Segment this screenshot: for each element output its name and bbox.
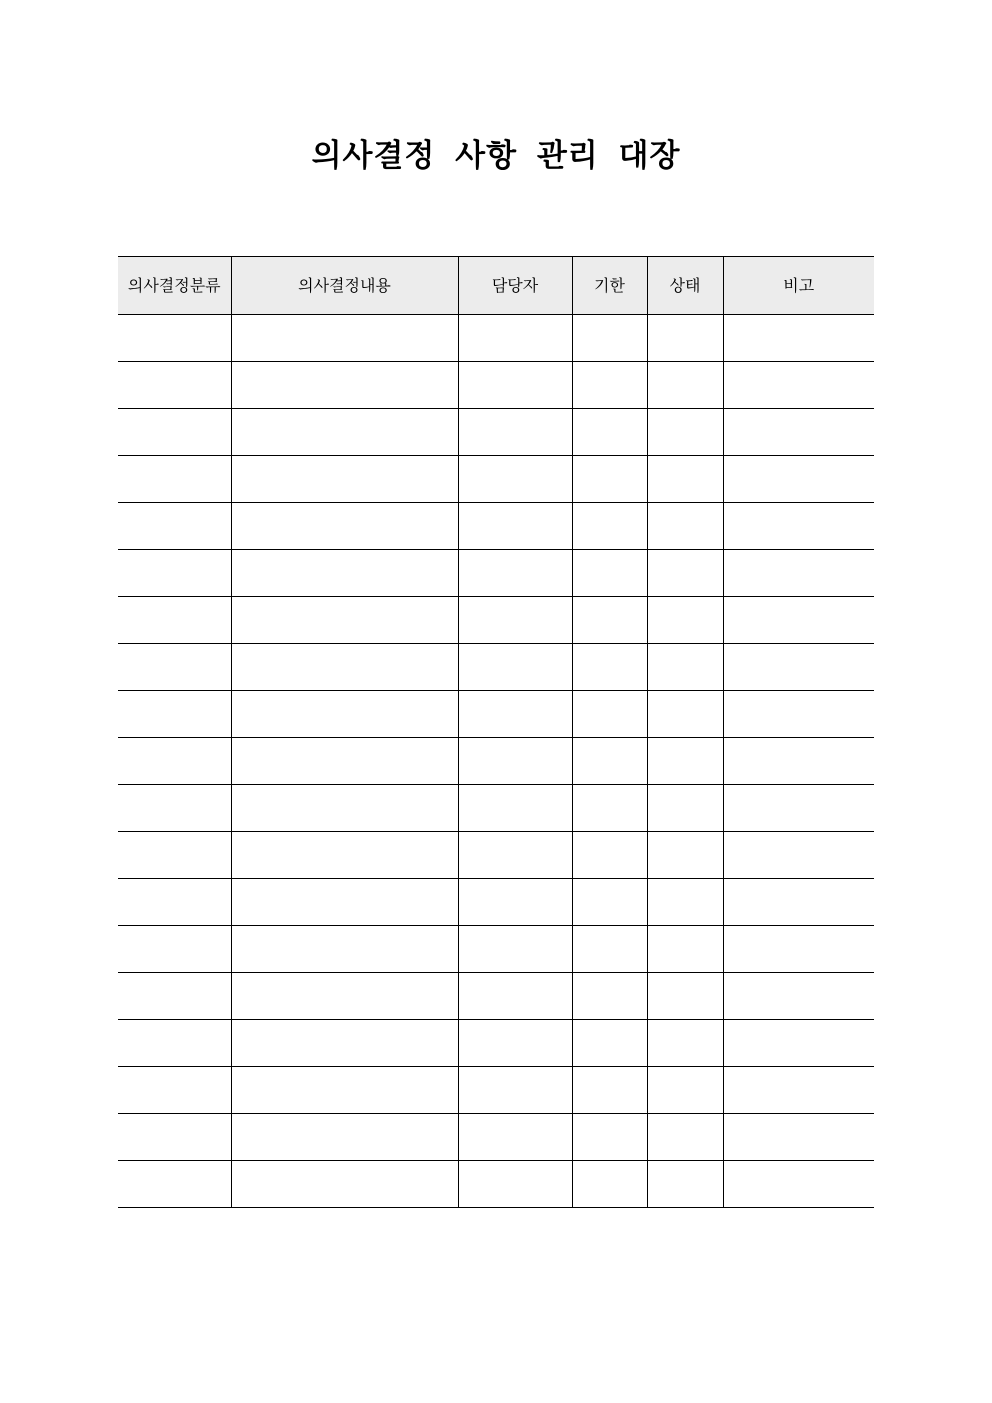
cell-content[interactable] xyxy=(231,879,458,926)
cell-deadline[interactable] xyxy=(572,503,647,550)
page-title: 의사결정 사항 관리 대장 xyxy=(311,138,681,174)
cell-category[interactable] xyxy=(118,409,231,456)
table-row xyxy=(118,1067,874,1114)
cell-deadline[interactable] xyxy=(572,1161,647,1208)
cell-content[interactable] xyxy=(231,1020,458,1067)
cell-category[interactable] xyxy=(118,1020,231,1067)
table-row xyxy=(118,456,874,503)
cell-category[interactable] xyxy=(118,644,231,691)
cell-status[interactable] xyxy=(647,409,723,456)
cell-owner[interactable] xyxy=(458,1114,572,1161)
cell-status[interactable] xyxy=(647,926,723,973)
cell-owner[interactable] xyxy=(458,644,572,691)
cell-deadline[interactable] xyxy=(572,785,647,832)
cell-category[interactable] xyxy=(118,1114,231,1161)
table-row xyxy=(118,409,874,456)
cell-owner[interactable] xyxy=(458,315,572,362)
header-content: 의사결정내용 xyxy=(231,257,458,315)
cell-owner[interactable] xyxy=(458,409,572,456)
cell-category[interactable] xyxy=(118,973,231,1020)
table-row xyxy=(118,785,874,832)
cell-deadline[interactable] xyxy=(572,597,647,644)
cell-deadline[interactable] xyxy=(572,315,647,362)
cell-owner[interactable] xyxy=(458,879,572,926)
cell-owner[interactable] xyxy=(458,832,572,879)
cell-status[interactable] xyxy=(647,738,723,785)
cell-status[interactable] xyxy=(647,597,723,644)
table-row xyxy=(118,644,874,691)
cell-deadline[interactable] xyxy=(572,550,647,597)
cell-deadline[interactable] xyxy=(572,879,647,926)
cell-content[interactable] xyxy=(231,1161,458,1208)
table-row xyxy=(118,1020,874,1067)
cell-category[interactable] xyxy=(118,362,231,409)
cell-deadline[interactable] xyxy=(572,362,647,409)
cell-content[interactable] xyxy=(231,1067,458,1114)
cell-content[interactable] xyxy=(231,973,458,1020)
cell-deadline[interactable] xyxy=(572,973,647,1020)
header-category: 의사결정분류 xyxy=(118,257,231,315)
cell-status[interactable] xyxy=(647,456,723,503)
table-row xyxy=(118,315,874,362)
cell-status[interactable] xyxy=(647,362,723,409)
cell-remarks[interactable] xyxy=(723,456,874,503)
decision-ledger-table xyxy=(118,256,874,1208)
cell-owner[interactable] xyxy=(458,1161,572,1208)
cell-deadline[interactable] xyxy=(572,1020,647,1067)
cell-content[interactable] xyxy=(231,315,458,362)
cell-category[interactable] xyxy=(118,832,231,879)
cell-remarks[interactable] xyxy=(723,503,874,550)
table-row xyxy=(118,503,874,550)
cell-status[interactable] xyxy=(647,644,723,691)
cell-owner[interactable] xyxy=(458,738,572,785)
table-row xyxy=(118,1161,874,1208)
cell-status[interactable] xyxy=(647,315,723,362)
cell-deadline[interactable] xyxy=(572,738,647,785)
cell-content[interactable] xyxy=(231,362,458,409)
cell-remarks[interactable] xyxy=(723,785,874,832)
cell-deadline[interactable] xyxy=(572,409,647,456)
cell-status[interactable] xyxy=(647,691,723,738)
cell-content[interactable] xyxy=(231,456,458,503)
cell-owner[interactable] xyxy=(458,597,572,644)
cell-owner[interactable] xyxy=(458,973,572,1020)
cell-status[interactable] xyxy=(647,785,723,832)
cell-status[interactable] xyxy=(647,879,723,926)
cell-remarks[interactable] xyxy=(723,1161,874,1208)
cell-content[interactable] xyxy=(231,550,458,597)
cell-owner[interactable] xyxy=(458,550,572,597)
cell-owner[interactable] xyxy=(458,926,572,973)
cell-deadline[interactable] xyxy=(572,644,647,691)
cell-content[interactable] xyxy=(231,738,458,785)
cell-category[interactable] xyxy=(118,503,231,550)
cell-content[interactable] xyxy=(231,785,458,832)
cell-content[interactable] xyxy=(231,409,458,456)
header-owner: 담당자 xyxy=(458,257,572,315)
cell-deadline[interactable] xyxy=(572,691,647,738)
cell-remarks[interactable] xyxy=(723,691,874,738)
cell-status[interactable] xyxy=(647,550,723,597)
cell-owner[interactable] xyxy=(458,785,572,832)
cell-remarks[interactable] xyxy=(723,926,874,973)
cell-deadline[interactable] xyxy=(572,926,647,973)
cell-category[interactable] xyxy=(118,879,231,926)
table-row xyxy=(118,973,874,1020)
cell-content[interactable] xyxy=(231,597,458,644)
cell-status[interactable] xyxy=(647,1114,723,1161)
cell-owner[interactable] xyxy=(458,503,572,550)
cell-category[interactable] xyxy=(118,315,231,362)
cell-category[interactable] xyxy=(118,597,231,644)
cell-deadline[interactable] xyxy=(572,1114,647,1161)
header-deadline: 기한 xyxy=(572,257,647,315)
table-header-row xyxy=(118,257,874,315)
table-row xyxy=(118,550,874,597)
cell-remarks[interactable] xyxy=(723,315,874,362)
cell-owner[interactable] xyxy=(458,456,572,503)
cell-remarks[interactable] xyxy=(723,409,874,456)
table-row xyxy=(118,738,874,785)
cell-remarks[interactable] xyxy=(723,1114,874,1161)
table-row xyxy=(118,879,874,926)
table-row xyxy=(118,926,874,973)
cell-remarks[interactable] xyxy=(723,550,874,597)
cell-status[interactable] xyxy=(647,1067,723,1114)
header-status: 상태 xyxy=(647,257,723,315)
cell-status[interactable] xyxy=(647,832,723,879)
cell-content[interactable] xyxy=(231,832,458,879)
cell-category[interactable] xyxy=(118,1161,231,1208)
cell-category[interactable] xyxy=(118,785,231,832)
cell-status[interactable] xyxy=(647,973,723,1020)
cell-status[interactable] xyxy=(647,503,723,550)
cell-category[interactable] xyxy=(118,738,231,785)
cell-remarks[interactable] xyxy=(723,597,874,644)
table-row xyxy=(118,1114,874,1161)
cell-owner[interactable] xyxy=(458,1067,572,1114)
cell-category[interactable] xyxy=(118,691,231,738)
table-row xyxy=(118,691,874,738)
table-row xyxy=(118,597,874,644)
header-remarks: 비고 xyxy=(723,257,874,315)
cell-status[interactable] xyxy=(647,1020,723,1067)
cell-remarks[interactable] xyxy=(723,1020,874,1067)
cell-content[interactable] xyxy=(231,926,458,973)
cell-deadline[interactable] xyxy=(572,456,647,503)
cell-category[interactable] xyxy=(118,1067,231,1114)
cell-remarks[interactable] xyxy=(723,362,874,409)
cell-remarks[interactable] xyxy=(723,1067,874,1114)
table-body xyxy=(118,315,874,1208)
cell-remarks[interactable] xyxy=(723,738,874,785)
cell-content[interactable] xyxy=(231,1114,458,1161)
cell-content[interactable] xyxy=(231,644,458,691)
cell-remarks[interactable] xyxy=(723,644,874,691)
cell-deadline[interactable] xyxy=(572,1067,647,1114)
cell-owner[interactable] xyxy=(458,691,572,738)
cell-category[interactable] xyxy=(118,456,231,503)
cell-remarks[interactable] xyxy=(723,879,874,926)
table-row xyxy=(118,832,874,879)
cell-remarks[interactable] xyxy=(723,973,874,1020)
cell-category[interactable] xyxy=(118,550,231,597)
cell-owner[interactable] xyxy=(458,362,572,409)
cell-remarks[interactable] xyxy=(723,832,874,879)
cell-content[interactable] xyxy=(231,691,458,738)
cell-category[interactable] xyxy=(118,926,231,973)
cell-status[interactable] xyxy=(647,1161,723,1208)
cell-deadline[interactable] xyxy=(572,832,647,879)
table-row xyxy=(118,362,874,409)
cell-owner[interactable] xyxy=(458,1020,572,1067)
cell-content[interactable] xyxy=(231,503,458,550)
